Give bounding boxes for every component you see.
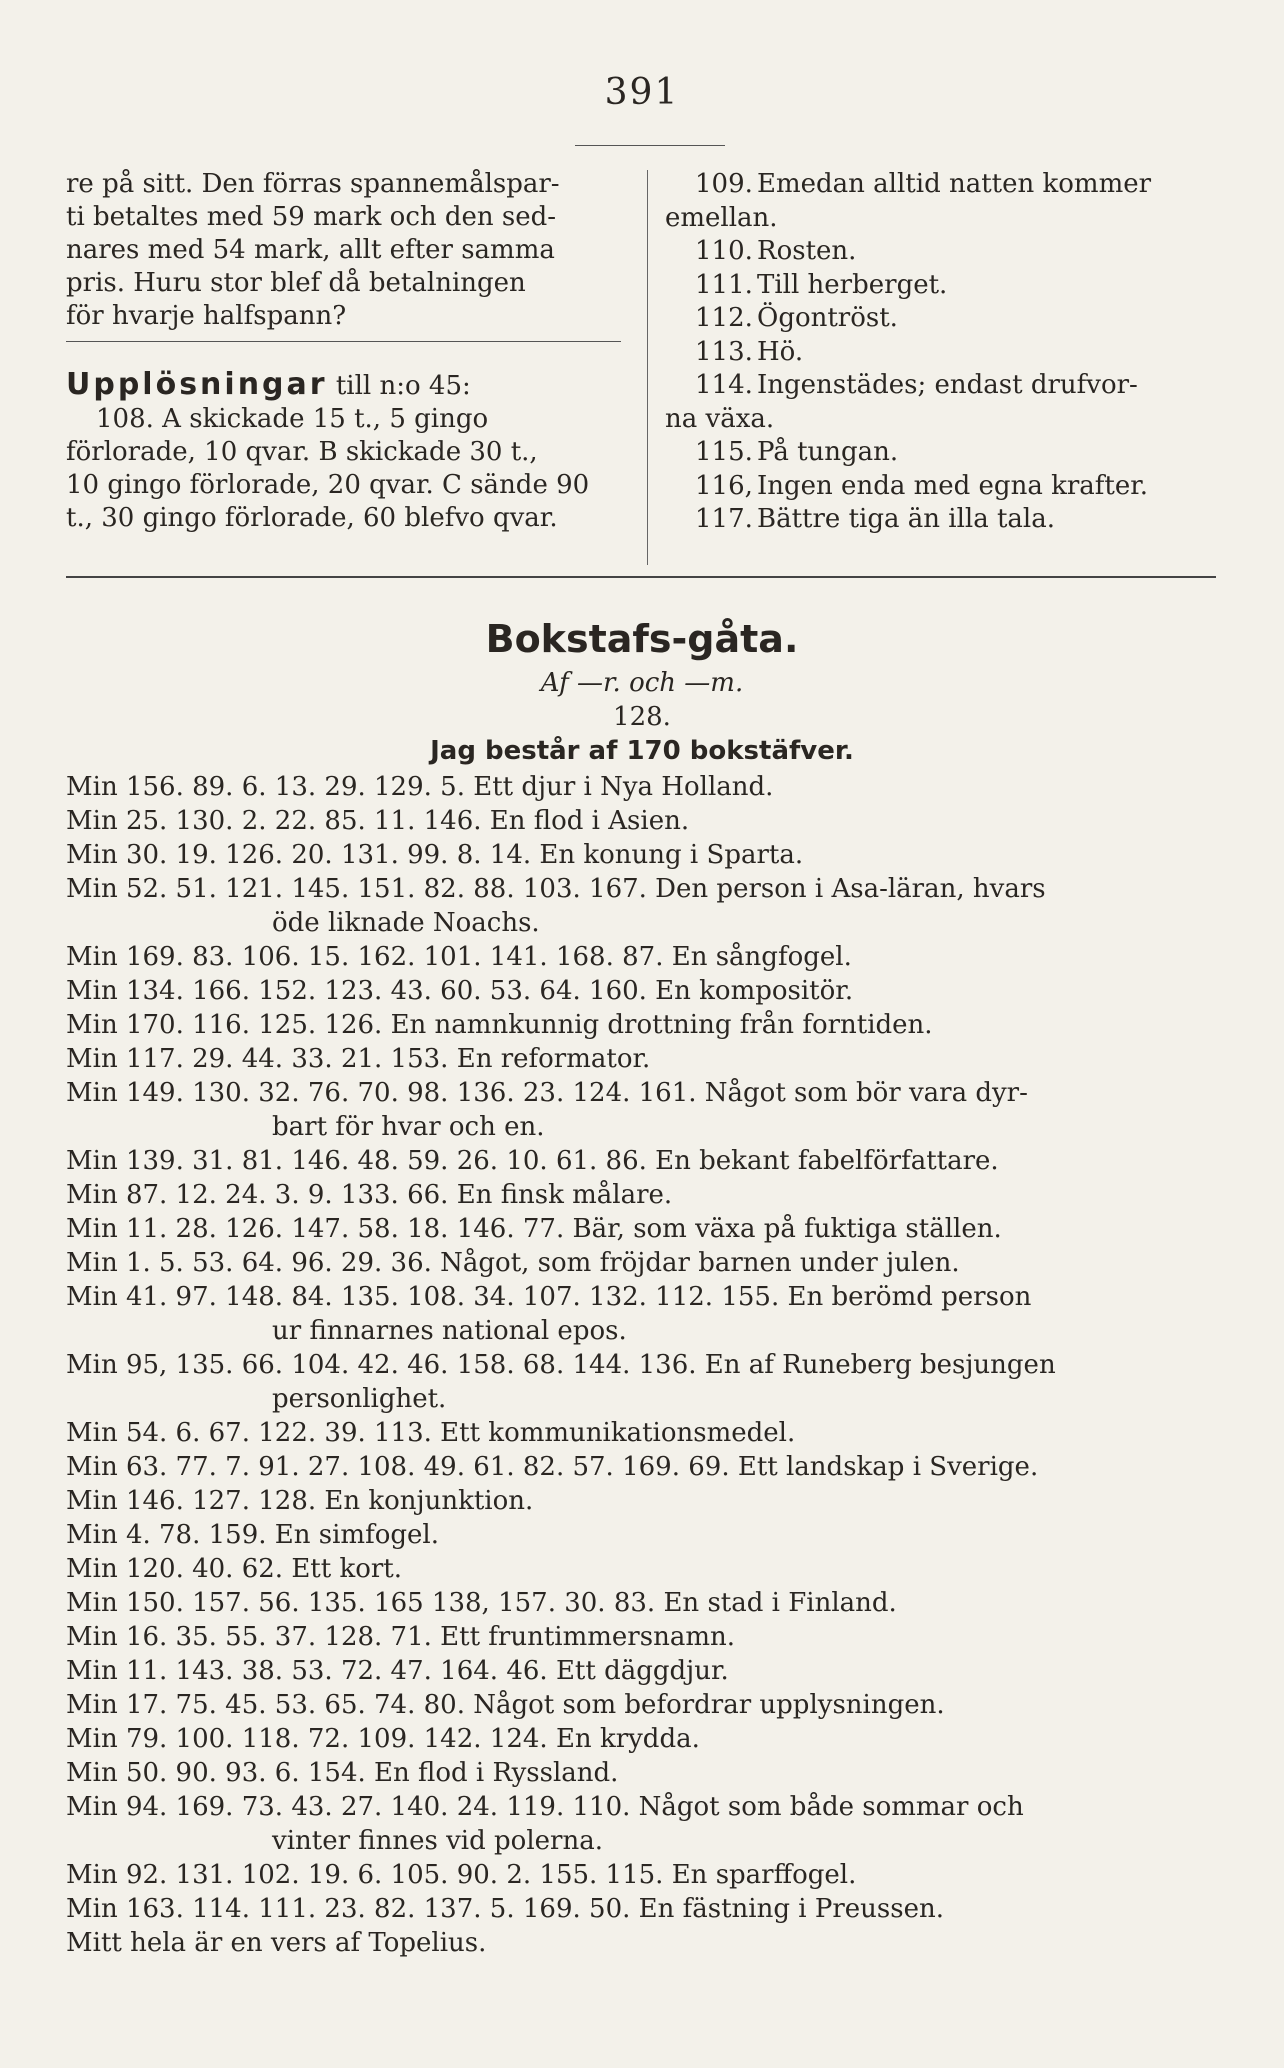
answer-line (665, 202, 1225, 236)
clue-item (66, 1552, 1226, 1586)
answer-text: Ögontröst. (757, 303, 898, 333)
clue-line: Min 120. 40. 62. Ett kort. (66, 1554, 403, 1584)
clue-continuation: öde liknade Noachs. (272, 908, 540, 938)
answer-text: Till herberget. (757, 269, 948, 300)
answer-text: Rosten. (757, 236, 857, 266)
answer-line (665, 168, 1225, 202)
clue-line: Min 50. 90. 93. 6. 154. En flod i Ryssland. (66, 1758, 619, 1788)
solution-heading: Upplösningar (66, 367, 328, 402)
text-line: re på sitt. Den förras spannemålspar- (66, 169, 560, 199)
clue-line: Min 52. 51. 121. 145. 151. 82. 88. 103. 167. Den person i Asa-läran, hvars (66, 874, 1046, 904)
clue-line: Min 11. 143. 38. 53. 72. 47. 164. 46. Ett däggdjur. (66, 1656, 729, 1686)
clue-item (66, 1076, 1226, 1144)
clue-line: Min 139. 31. 81. 146. 48. 59. 26. 10. 61. 86. En bekant fabelförfattare. (66, 1146, 999, 1176)
clue-item (66, 770, 1226, 804)
answer-text: Ingenstädes; endast drufvor- (757, 370, 1138, 400)
clue-line: Min 30. 19. 126. 20. 131. 99. 8. 14. En konung i Sparta. (66, 840, 804, 870)
clue-line: Min 54. 6. 67. 122. 39. 113. Ett kommunikationsmedel. (66, 1418, 796, 1448)
text-line: t., 30 gingo förlorade, 60 blefvo qvar. (66, 503, 558, 533)
clue-item (66, 1212, 1226, 1246)
text-line: nares med 54 mark, allt efter samma (66, 235, 555, 265)
clue-item (66, 1688, 1226, 1722)
answer-number: 112. (695, 303, 753, 333)
left-column (66, 168, 631, 535)
clue-item (66, 1348, 1226, 1416)
clue-list (66, 770, 1226, 1960)
clue-line: Min 11. 28. 126. 147. 58. 18. 146. 77. Bär, som växa på fuktiga ställen. (66, 1214, 1002, 1244)
page-number: 391 (604, 72, 680, 113)
answer-number: 110. (695, 236, 753, 266)
answer-number: 114. (695, 370, 753, 400)
clue-line: Min 63. 77. 7. 91. 27. 108. 49. 61. 82. 57. 169. 69. Ett landskap i Sverige. (66, 1452, 1039, 1482)
clue-continuation: ur finnarnes national epos. (272, 1316, 627, 1346)
puzzle-author: Af —r. och —m. (540, 668, 744, 698)
header-rule (575, 145, 725, 146)
clue-item (66, 1654, 1226, 1688)
text-line: förlorade, 10 qvar. B skickade 30 t., (66, 437, 538, 467)
clue-line: Min 92. 131. 102. 19. 6. 105. 90. 2. 155. 115. En sparffogel. (66, 1860, 857, 1890)
answer-line (665, 336, 1225, 370)
clue-item (66, 1246, 1226, 1280)
answer-line (665, 403, 1225, 437)
clue-item (66, 1416, 1226, 1450)
clue-item (66, 1144, 1226, 1178)
clue-line: Min 87. 12. 24. 3. 9. 133. 66. En finsk målare. (66, 1180, 673, 1210)
clue-line: Min 95, 135. 66. 104. 42. 46. 158. 68. 144. 136. En af Runeberg besjungen (66, 1350, 1056, 1380)
clue-item (66, 1790, 1226, 1858)
text-line: 108. A skickade 15 t., 5 gingo (96, 404, 489, 434)
clue-item (66, 1042, 1226, 1076)
answer-line (665, 235, 1225, 269)
clue-continuation: vinter finnes vid polerna. (272, 1826, 603, 1856)
clue-line: Min 79. 100. 118. 72. 109. 142. 124. En krydda. (66, 1724, 700, 1754)
clue-item (66, 1178, 1226, 1212)
clue-line: Min 149. 130. 32. 76. 70. 98. 136. 23. 124. 161. Något som bör vara dyr- (66, 1078, 1028, 1108)
clue-item (66, 1008, 1226, 1042)
clue-line: Min 1. 5. 53. 64. 96. 29. 36. Något, som fröjdar barnen under julen. (66, 1248, 960, 1278)
answer-text: På tungan. (757, 437, 899, 467)
clue-line: Min 156. 89. 6. 13. 29. 129. 5. Ett djur i Nya Holland. (66, 772, 774, 802)
answer-number: 117. (695, 504, 753, 534)
solution-heading-suffix: till n:o 45: (327, 371, 471, 401)
answer-text: emellan. (665, 202, 778, 233)
clue-line: Min 169. 83. 106. 15. 162. 101. 141. 168. 87. En sångfogel. (66, 942, 852, 972)
clue-line: Min 146. 127. 128. En konjunktion. (66, 1486, 534, 1516)
clue-line: Min 4. 78. 159. En simfogel. (66, 1520, 439, 1550)
answer-text: na växa. (665, 403, 775, 434)
clue-item (66, 1620, 1226, 1654)
clue-line: Min 117. 29. 44. 33. 21. 153. En reformator. (66, 1044, 651, 1074)
clue-item (66, 838, 1226, 872)
clue-line: Min 17. 75. 45. 53. 65. 74. 80. Något som befordrar upplysningen. (66, 1690, 945, 1720)
clue-item (66, 1518, 1226, 1552)
answer-number: 111. (695, 269, 753, 300)
clue-line: Min 25. 130. 2. 22. 85. 11. 146. En flod i Asien. (66, 806, 690, 836)
puzzle-number: 128. (613, 702, 671, 732)
clue-item (66, 1858, 1226, 1892)
answer-number: 116, (695, 470, 753, 501)
clue-item (66, 1586, 1226, 1620)
clue-continuation: bart för hvar och en. (272, 1112, 545, 1142)
answer-number: 115. (695, 437, 753, 467)
clue-item (66, 1450, 1226, 1484)
text-line: 10 gingo förlorade, 20 qvar. C sände 90 (66, 470, 590, 500)
clue-item (66, 1756, 1226, 1790)
answer-text: Hö. (757, 336, 804, 367)
answer-text: Ingen enda med egna krafter. (757, 470, 1149, 501)
answer-line (665, 503, 1225, 537)
clue-item (66, 1892, 1226, 1926)
clue-line: Min 41. 97. 148. 84. 135. 108. 34. 107. 132. 112. 155. En berömd person (66, 1282, 1032, 1312)
answer-number: 109. (695, 169, 753, 199)
clue-item (66, 1722, 1226, 1756)
answer-line (665, 269, 1225, 303)
puzzle-intro: Jag består af 170 bokstäfver. (430, 736, 854, 766)
clue-line: Min 170. 116. 125. 126. En namnkunnig drottning från forntiden. (66, 1010, 933, 1040)
clue-line: Min 134. 166. 152. 123. 43. 60. 53. 64. 160. En kompositör. (66, 976, 854, 1006)
solution-heading-line (66, 368, 631, 403)
clue-line: Min 163. 114. 111. 23. 82. 137. 5. 169. 50. En fästning i Preussen. (66, 1894, 944, 1924)
problem-text (66, 168, 631, 333)
clue-line: Min 150. 157. 56. 135. 165 138, 157. 30. 83. En stad i Finland. (66, 1588, 897, 1618)
puzzle-title: Bokstafs-gåta. (485, 617, 799, 661)
answer-text: Emedan alltid natten kommer (757, 169, 1152, 199)
text-line: ti betaltes med 59 mark och den sed- (66, 202, 557, 232)
clue-item (66, 940, 1226, 974)
solution-text (66, 403, 631, 535)
answer-line (665, 302, 1225, 336)
answer-line (665, 470, 1225, 504)
answer-text: Bättre tiga än illa tala. (757, 504, 1056, 534)
right-column (665, 168, 1225, 537)
clue-item (66, 804, 1226, 838)
answer-line (665, 369, 1225, 403)
answer-number: 113. (695, 336, 753, 367)
answer-line (665, 436, 1225, 470)
clue-item (66, 872, 1226, 940)
clue-line: Min 16. 35. 55. 37. 128. 71. Ett fruntimmersnamn. (66, 1622, 735, 1652)
section-rule (66, 341, 621, 342)
clue-item (66, 1280, 1226, 1348)
clue-item (66, 1484, 1226, 1518)
clue-continuation: personlighet. (272, 1384, 447, 1414)
column-divider (647, 170, 648, 565)
text-line: pris. Huru stor blef då betalningen (66, 268, 526, 298)
clue-item (66, 974, 1226, 1008)
text-line: för hvarje halfspann? (66, 301, 347, 331)
section-divider (66, 576, 1216, 578)
puzzle-footer: Mitt hela är en vers af Topelius. (66, 1928, 487, 1958)
clue-line: Min 94. 169. 73. 43. 27. 140. 24. 119. 110. Något som både sommar och (66, 1792, 1024, 1822)
